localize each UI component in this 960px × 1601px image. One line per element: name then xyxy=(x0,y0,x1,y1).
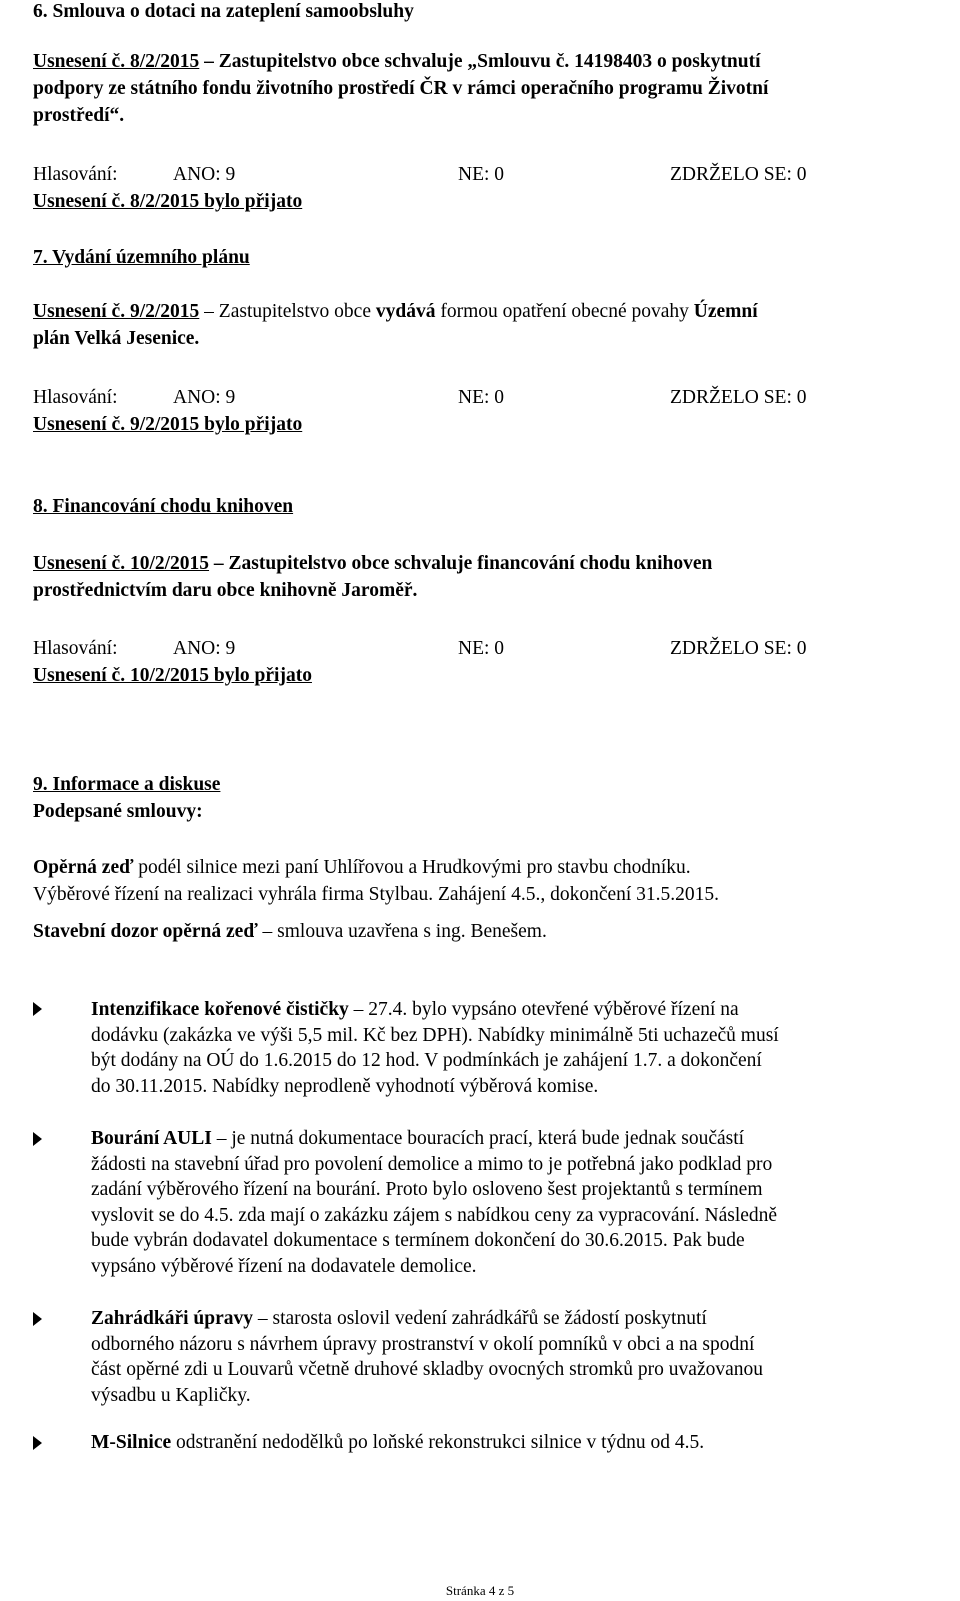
bullet-item xyxy=(91,1306,951,1408)
resolution-label: Usnesení č. 9/2/2015 xyxy=(33,301,200,322)
bullet-line: odstranění nedodělků po loňské rekonstrukci silnice v týdnu od 4.5. xyxy=(171,1432,705,1453)
vote-abstain: ZDRŽELO SE: 0 xyxy=(670,638,807,659)
paragraph-text: – smlouva uzavřena s ing. Benešem. xyxy=(257,921,547,942)
resolution-8-text-line3: prostředí“. xyxy=(33,105,125,126)
section-8-heading: 8. Financování chodu knihoven xyxy=(33,496,294,517)
page-footer: Stránka 4 z 5 xyxy=(445,1583,515,1598)
resolution-9-text xyxy=(33,300,758,324)
bullet-line: – starosta oslovil vedení zahrádkářů se žádostí poskytnutí xyxy=(253,1308,707,1329)
resolution-9-text-line2: plán Velká Jesenice. xyxy=(33,328,200,349)
bullet-line: bude vybrán dodavatel dokumentace s termínem dokončení do 30.6.2015. Pak bude xyxy=(91,1230,745,1251)
paragraph-bold: Stavební dozor opěrná zeď xyxy=(33,921,258,942)
resolution-label: Usnesení č. 8/2/2015 xyxy=(33,51,200,72)
resolution-body: – Zastupitelstvo obce schvaluje „Smlouvu č. 14198403 o poskytnutí xyxy=(199,51,761,72)
vote-yes: ANO: 9 xyxy=(173,164,236,185)
resolution-body: – Zastupitelstvo obce xyxy=(199,301,376,322)
vote-abstain: ZDRŽELO SE: 0 xyxy=(670,164,807,185)
bullet-icon xyxy=(33,1436,42,1450)
bullet-icon xyxy=(33,1002,42,1016)
bullet-line: žádosti na stavební úřad pro povolení demolice a mimo to je potřebná jako podklad pro xyxy=(91,1153,773,1175)
resolution-10-text xyxy=(33,552,712,576)
bullet-item xyxy=(91,1126,951,1279)
vote-yes: ANO: 9 xyxy=(173,387,236,408)
resolution-10-text-line2: prostřednictvím daru obce knihovně Jaroměř. xyxy=(33,580,418,601)
resolution-label: Usnesení č. 10/2/2015 xyxy=(33,553,210,574)
vote-label: Hlasování: xyxy=(33,164,118,185)
paragraph-retaining-wall xyxy=(33,856,691,880)
section-7-heading: 7. Vydání územního plánu xyxy=(33,247,250,268)
bullet-line: vypsáno výběrové řízení na dodavatele demolice. xyxy=(91,1255,477,1277)
bullet-line: výsadbu u Kapličky. xyxy=(91,1384,251,1406)
bullet-line: odborného názoru s návrhem úpravy prostranství v okolí pomníků v obci a na spodní xyxy=(91,1333,755,1355)
resolution-result: Usnesení č. 8/2/2015 bylo přijato xyxy=(33,191,303,212)
bullet-line: dodávku (zakázka ve výši 5,5 mil. Kč bez DPH). Nabídky minimálně 5ti uchazečů musí xyxy=(91,1024,779,1046)
vote-abstain: ZDRŽELO SE: 0 xyxy=(670,387,807,408)
resolution-8-text xyxy=(33,50,761,74)
resolution-result: Usnesení č. 9/2/2015 bylo přijato xyxy=(33,414,303,435)
resolution-body-bold: vydává xyxy=(375,301,436,322)
bullet-line: – je nutná dokumentace bouracích prací, která bude jednak součástí xyxy=(211,1128,745,1149)
bullet-icon xyxy=(33,1132,42,1146)
bullet-bold: Zahrádkáři úpravy xyxy=(91,1308,253,1329)
bullet-bold: M-Silnice xyxy=(91,1432,172,1453)
paragraph-supervision xyxy=(33,920,547,944)
paragraph-text: podél silnice mezi paní Uhlířovou a Hrudkovými pro stavbu chodníku. xyxy=(133,857,691,878)
vote-no: NE: 0 xyxy=(458,164,505,185)
bullet-line: zadání výběrového řízení na bourání. Proto bylo osloveno šest projektantů s termínem xyxy=(91,1179,763,1200)
bullet-bold: Bourání AULI xyxy=(91,1128,212,1149)
paragraph-bold: Opěrná zeď xyxy=(33,857,134,878)
vote-label: Hlasování: xyxy=(33,638,118,659)
bullet-line: – 27.4. bylo vypsáno otevřené výběrové řízení na xyxy=(348,999,739,1020)
bullet-item xyxy=(91,1430,951,1456)
bullet-item xyxy=(91,997,951,1099)
subheading-signed-contracts: Podepsané smlouvy: xyxy=(33,801,203,822)
bullet-line: část opěrné zdi u Louvarů včetně druhové skladby ovocných stromků pro uvažovanou xyxy=(91,1359,764,1380)
section-6-heading: 6. Smlouva o dotaci na zateplení samoobsluhy xyxy=(33,1,414,22)
vote-no: NE: 0 xyxy=(458,638,505,659)
resolution-8-text-line2: podpory ze státního fondu životního prostředí ČR v rámci operačního programu Životní xyxy=(33,78,769,99)
bullet-line: být dodány na OÚ do 1.6.2015 do 12 hod. V podmínkách je zahájení 1.7. a dokončení xyxy=(91,1050,762,1071)
resolution-body: formou opatření obecné povahy xyxy=(435,301,694,322)
bullet-bold: Intenzifikace kořenové čističky xyxy=(91,999,349,1020)
vote-no: NE: 0 xyxy=(458,387,505,408)
resolution-body-bold: Územní xyxy=(693,301,758,322)
section-9-heading: 9. Informace a diskuse xyxy=(33,774,221,795)
vote-label: Hlasování: xyxy=(33,387,118,408)
bullet-icon xyxy=(33,1312,42,1326)
bullet-line: do 30.11.2015. Nabídky neprodleně vyhodnotí výběrová komise. xyxy=(91,1075,599,1097)
resolution-body: – Zastupitelstvo obce schvaluje financování chodu knihoven xyxy=(209,553,713,574)
paragraph-tender: Výběrové řízení na realizaci vyhrála firma Stylbau. Zahájení 4.5., dokončení 31.5.2015. xyxy=(33,884,720,905)
bullet-line: vyslovit se do 4.5. zda mají o zakázku zájem s nabídkou ceny za vypracování. Následně xyxy=(91,1204,778,1226)
resolution-result: Usnesení č. 10/2/2015 bylo přijato xyxy=(33,665,312,686)
vote-yes: ANO: 9 xyxy=(173,638,236,659)
